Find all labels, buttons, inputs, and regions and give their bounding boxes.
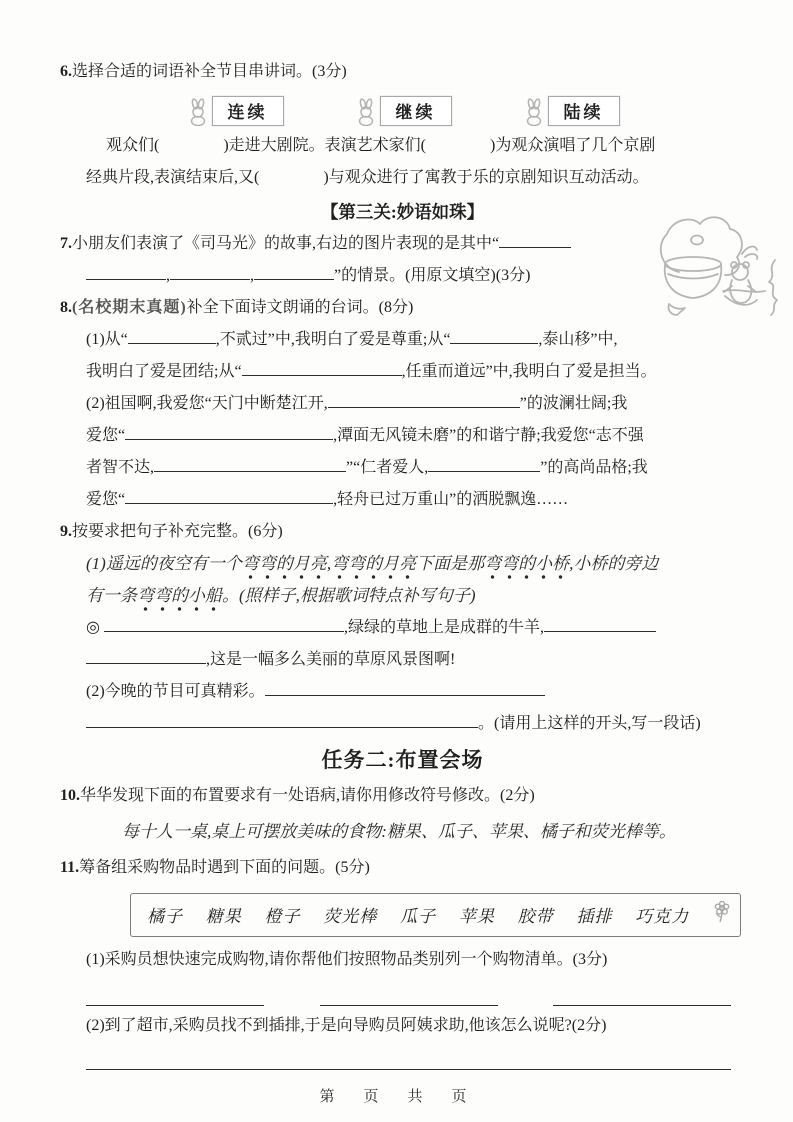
shopping-items-box <box>130 893 741 937</box>
answer-blank <box>553 990 731 1006</box>
page-footer: 第 页 共 页 <box>319 1088 474 1105</box>
answer-blank <box>125 488 333 504</box>
answer-blanks-row <box>86 976 745 1010</box>
word-option-label: 陆续 <box>563 103 604 122</box>
plant-leaves <box>742 247 757 259</box>
question-9 <box>60 516 745 740</box>
question-9-example-line: (1)遥远的夜空有一个弯弯的月亮,弯弯的月亮下面是那弯弯的小桥,小桥的旁边 <box>86 548 745 580</box>
vat-band <box>668 274 718 279</box>
question-7-text-line: , , ”的情景。(用原文填空)(3分) <box>86 260 745 292</box>
question-stem: 按要求把句子补充完整。(6分) <box>72 523 283 540</box>
question-number: 10. <box>60 787 80 804</box>
question-number: 7. <box>60 235 72 252</box>
question-stem: 小朋友们表演了《司马光》的故事,右边的图片表现的是其中“ <box>72 235 571 252</box>
question-6-title <box>60 56 745 88</box>
answer-blank <box>154 456 346 472</box>
question-8-title <box>60 292 745 324</box>
shopping-item: 荧光棒 <box>323 907 378 926</box>
shopping-item: 橘子 <box>147 907 183 926</box>
question-8-text-line: 爱您“ ,轻舟已过万重山”的洒脱飘逸…… <box>86 484 745 516</box>
question-9-title <box>60 516 745 548</box>
shopping-item: 插排 <box>576 907 613 926</box>
task-2-heading: 任务二:布置会场 <box>321 748 484 772</box>
question-8-text-line: (2)祖国啊,我爱您“天门中断楚江开, ”的波澜壮阔;我 <box>86 388 745 420</box>
answer-blank <box>170 264 250 280</box>
question-8-text-line: 者智不达, ”“仁者爱人, ”的高尚品格;我 <box>86 452 745 484</box>
answer-blank <box>86 264 166 280</box>
answer-blank <box>450 328 538 344</box>
question-stem: 筹备组采购物品时遇到下面的问题。(5分) <box>79 859 370 876</box>
answer-blank <box>320 990 498 1006</box>
question-11-sub1: (1)采购员想快速完成购物,请你帮他们按照物品类别列一个购物清单。(3分) <box>86 951 608 968</box>
question-11-title <box>60 852 745 884</box>
word-option-chip <box>212 96 284 126</box>
question-9-sub2-line: (2)今晚的节目可真精彩。 <box>86 676 745 708</box>
shopping-item: 胶带 <box>517 907 554 926</box>
question-stem: 华华发现下面的布置要求有一处语病,请你用修改符号修改。(2分) <box>80 787 535 804</box>
emphasized-phrase: 弯弯的月亮 <box>242 554 327 580</box>
question-6 <box>60 56 745 194</box>
shopping-item: 巧克力 <box>635 907 690 926</box>
answer-blank <box>265 680 545 696</box>
question-9-example-line: 有一条弯弯的小船。(照样子,根据歌词特点补写句子) <box>86 580 745 612</box>
emphasized-phrase: 弯弯的月亮 <box>331 554 416 580</box>
answer-blank <box>242 360 402 376</box>
word-options-row <box>86 94 745 128</box>
question-6-text-line: 经典片段,表演结束后,又( )与观众进行了寓教于乐的京剧知识互动活动。 <box>86 169 649 186</box>
answer-blank <box>125 424 333 440</box>
question-10-title <box>60 780 745 812</box>
word-option-chip <box>380 96 452 126</box>
word-option-chip <box>548 96 620 126</box>
shopping-item: 苹果 <box>458 907 495 926</box>
emphasized-phrase: 弯弯的小桥 <box>484 554 569 580</box>
shopping-item: 橙子 <box>264 907 301 926</box>
question-stem: 选择合适的词语补全节目串讲词。(3分) <box>72 63 347 80</box>
flower-icon <box>712 901 732 928</box>
question-number: 11. <box>60 859 80 876</box>
emphasized-phrase: 弯弯的小船 <box>137 586 222 612</box>
answer-blank <box>86 648 206 664</box>
rabbit-icon <box>524 98 544 131</box>
shopping-item: 瓜子 <box>400 907 437 926</box>
question-10 <box>60 780 745 852</box>
question-8-text-line: 爱您“ ,潭面无风镜未磨”的和谐宁静;我爱您“志不强 <box>86 420 745 452</box>
answer-blank <box>104 616 344 632</box>
question-8-text-line: (1)从“ ,不贰过”中,我明白了爱是尊重;从“ ,泰山移”中, <box>86 324 745 356</box>
rock-hole <box>691 236 703 245</box>
vat-rim <box>665 257 721 271</box>
word-option-label: 连续 <box>227 103 268 122</box>
rabbit-icon <box>188 98 208 131</box>
question-11-sub2: (2)到了超市,采购员找不到插排,于是向导购员阿姨求助,他该怎么说呢?(2分) <box>86 1017 607 1034</box>
section-3-heading: 【第三关:妙语如珠】 <box>320 202 485 222</box>
shopping-item: 糖果 <box>205 907 242 926</box>
answer-blank-row <box>86 1042 745 1079</box>
question-number: 6. <box>60 63 72 80</box>
question-10-sample-sentence: 每十人一桌,桌上可摆放美味的食物:糖果、瓜子、苹果、橘子和荧光棒等。 <box>122 822 676 841</box>
question-8 <box>60 292 745 516</box>
rabbit-icon <box>356 98 376 131</box>
answer-blank <box>86 990 264 1006</box>
water-splash <box>769 260 777 315</box>
question-9-fill-line: ◎ ,绿绿的草地上是成群的牛羊, <box>86 612 745 644</box>
question-stem: 补全下面诗文朗诵的台词。(8分) <box>186 299 414 316</box>
question-9-sub2-line: 。(请用上这样的开头,写一段话) <box>86 708 745 740</box>
answer-blank <box>428 456 540 472</box>
answer-blank <box>254 264 334 280</box>
question-9-fill-line: ,这是一幅多么美丽的草原风景图啊! <box>86 644 745 676</box>
question-number: 9. <box>60 523 72 540</box>
question-6-text-line: 观众们( )走进大剧院。表演艺术家们( )为观众演唱了几个京剧 <box>106 137 656 154</box>
word-option-label: 继续 <box>395 103 436 122</box>
question-8-text-line: 我明白了爱是团结;从“ ,任重而道远”中,我明白了爱是担当。 <box>86 356 745 388</box>
rock-outline <box>661 217 742 275</box>
answer-blank <box>86 712 478 728</box>
question-number: 8. <box>60 299 72 316</box>
answer-blank <box>128 328 216 344</box>
answer-blank <box>499 232 571 248</box>
exam-source-tag: (名校期末真题) <box>72 299 187 316</box>
question-11 <box>60 852 745 1079</box>
answer-blank <box>86 1054 731 1070</box>
answer-blank <box>544 616 656 632</box>
answer-blank <box>328 392 520 408</box>
